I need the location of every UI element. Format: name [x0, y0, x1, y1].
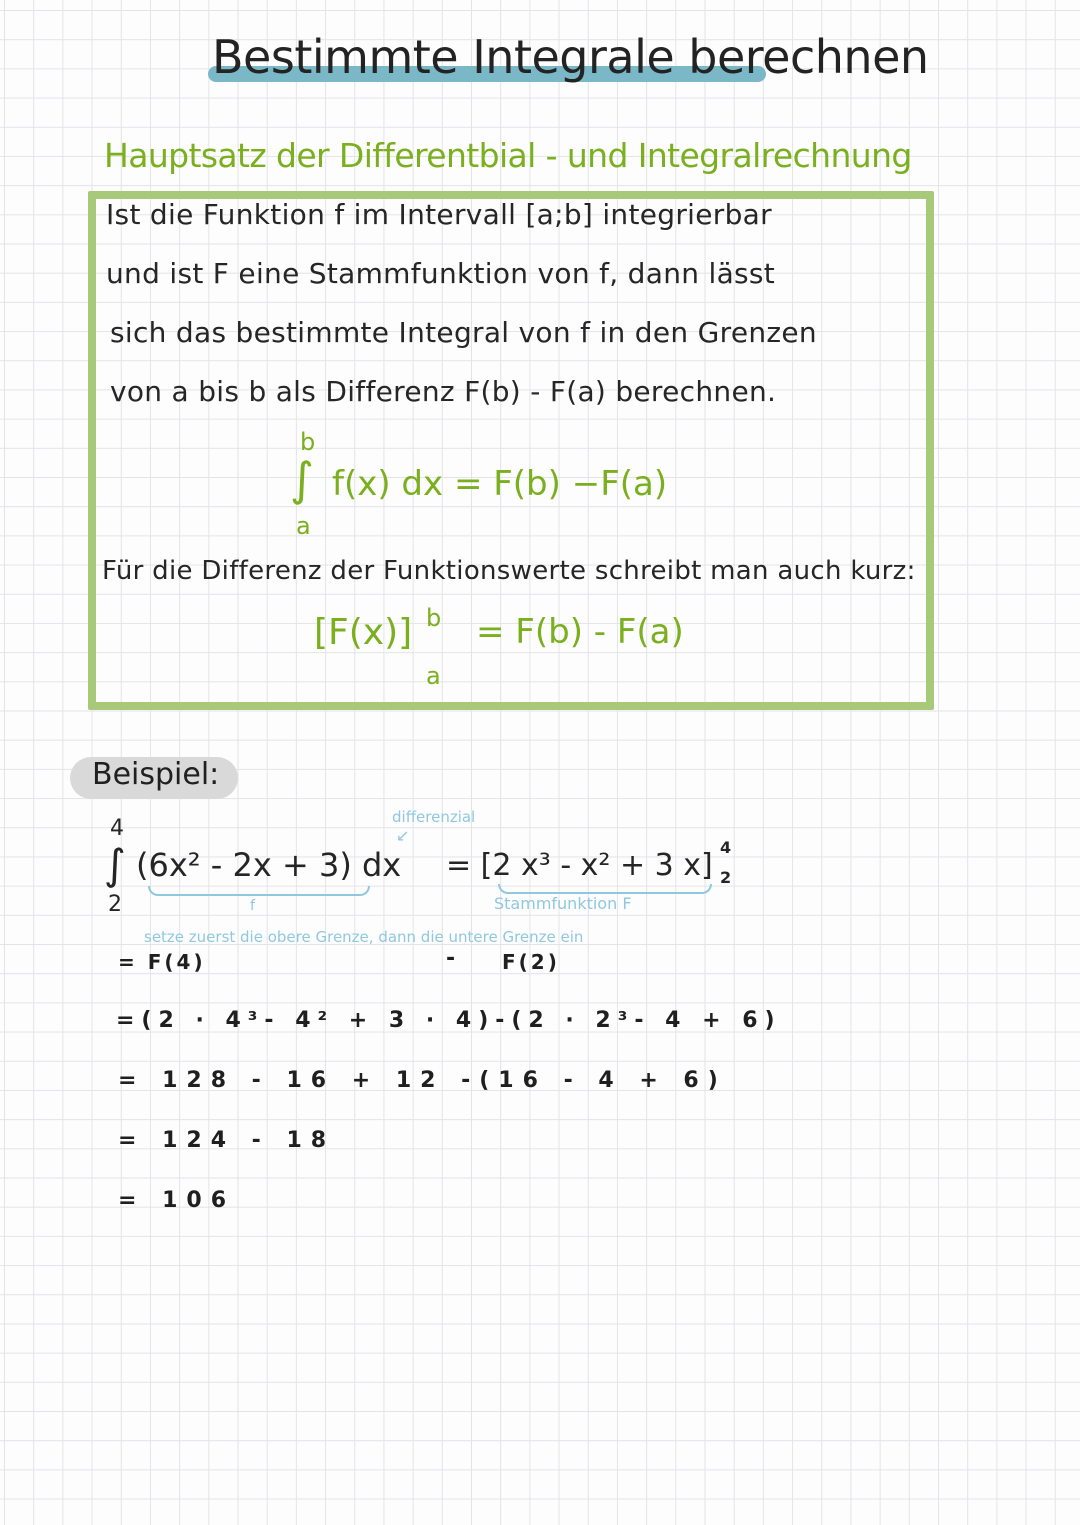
example-integral-sign: ∫ — [104, 840, 126, 889]
integral-upper-limit: b — [300, 428, 316, 456]
antiderivative-brace — [498, 884, 712, 894]
example-lower-limit: 2 — [108, 892, 122, 917]
page-title: Bestimmte Integrale berechnen — [212, 30, 929, 84]
calc-step-1-left: = F(4) — [118, 950, 206, 974]
substitution-hint: setze zuerst die obere Grenze, dann die untere Grenze ein — [144, 928, 584, 946]
theorem-line-4: von a bis b als Differenz F(b) - F(a) berechnen. — [110, 375, 777, 408]
example-label: Beispiel: — [92, 757, 220, 792]
calc-step-4: = 124 - 18 — [118, 1128, 336, 1153]
calc-step-2: =(2 · 4³- 4² + 3 · 4)-(2 · 2³- 4 + 6) — [116, 1008, 782, 1033]
calc-step-1-minus: - — [446, 946, 465, 971]
integral-formula: f(x) dx = F(b) −F(a) — [332, 464, 668, 504]
example-upper-limit: 4 — [110, 816, 124, 841]
example-integrand: (6x² - 2x + 3) dx — [136, 846, 402, 884]
example-antiderivative: = [2 x³ - x² + 3 x] — [446, 848, 713, 883]
antiderivative-lower-limit: 2 — [720, 868, 732, 887]
theorem-heading: Hauptsatz der Differentbial - und Integralrechnung — [104, 136, 912, 175]
bracket-expression: [F(x)] — [314, 612, 413, 653]
annotation-arrow-icon: ↙ — [396, 826, 410, 845]
theorem-line-3: sich das bestimmte Integral von f in den Grenzen — [110, 316, 817, 349]
theorem-line-2: und ist F eine Stammfunktion von f, dann lässt — [106, 257, 776, 290]
bracket-lower-limit: a — [426, 662, 441, 690]
short-notation-note: Für die Differenz der Funktionswerte schreibt man auch kurz: — [102, 556, 916, 586]
antiderivative-upper-limit: 4 — [720, 838, 732, 857]
theorem-line-1: Ist die Funktion f im Intervall [a;b] integrierbar — [106, 198, 772, 231]
calc-step-5: = 106 — [118, 1188, 236, 1213]
differential-annotation: differenzial — [392, 808, 476, 826]
bracket-upper-limit: b — [426, 604, 442, 632]
integral-sign: ∫ — [290, 452, 314, 506]
integrand-brace — [148, 886, 370, 896]
integral-lower-limit: a — [296, 512, 311, 540]
integrand-f-label: f — [250, 898, 255, 914]
calc-step-3: = 128 - 16 + 12 -(16 - 4 + 6) — [118, 1068, 727, 1093]
stammfunktion-label: Stammfunktion F — [494, 894, 632, 913]
bracket-result: = F(b) - F(a) — [476, 612, 684, 652]
calc-step-1-right: F(2) — [502, 950, 560, 974]
